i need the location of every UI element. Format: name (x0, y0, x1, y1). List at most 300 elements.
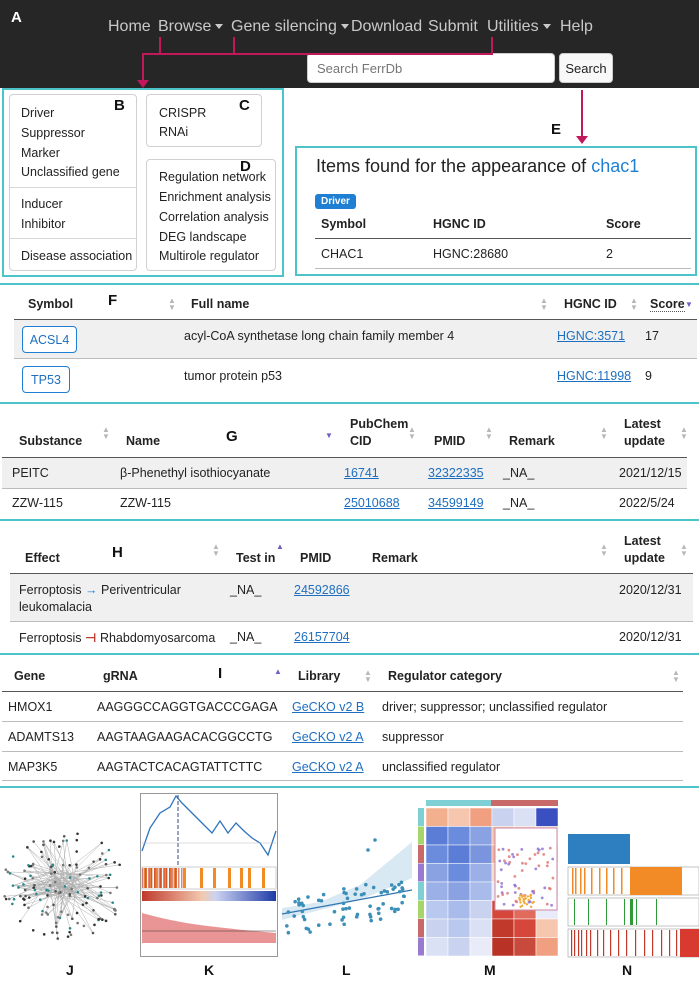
pmid-link[interactable]: 34599149 (428, 496, 484, 510)
volcano-point (542, 853, 545, 856)
nav-submit[interactable]: Submit (428, 18, 478, 35)
heatmap-cell (470, 864, 492, 883)
volcano-point (514, 891, 517, 894)
cell-hgnc-id: HGNC:28680 (433, 247, 509, 261)
hit-mark (169, 868, 171, 888)
network-node (19, 920, 22, 923)
track-tick (661, 930, 662, 956)
table-divider (14, 358, 697, 359)
search-query: chac1 (591, 156, 640, 176)
pubchem-link[interactable]: 25010688 (344, 496, 400, 510)
volcano-point (532, 901, 534, 903)
scatter-point (396, 907, 400, 911)
network-node (55, 925, 58, 928)
table-divider (10, 621, 693, 622)
menu-item-rnai[interactable]: RNAi (159, 125, 189, 139)
col-remark[interactable]: Remark (372, 551, 418, 565)
connector-line (491, 37, 493, 54)
track-tick (572, 868, 574, 894)
network-node (101, 852, 104, 855)
volcano-point (541, 848, 544, 851)
network-node (76, 912, 79, 915)
network-node (24, 895, 27, 898)
nav-home[interactable]: Home (108, 18, 151, 35)
col-test-in[interactable]: Test in (236, 551, 276, 565)
heatmap-cell (448, 864, 470, 883)
network-node (96, 897, 99, 900)
volcano-point (508, 855, 511, 858)
network-node (100, 842, 103, 845)
hit-mark (240, 868, 243, 888)
network-node (23, 869, 26, 872)
cell-category: unclassified regulator (382, 760, 501, 774)
col-hgnc-id[interactable]: HGNC ID (564, 297, 617, 311)
heatmap-cell (448, 901, 470, 920)
sort-icon[interactable]: ▲ ▼ (680, 542, 688, 558)
hit-mark (154, 868, 156, 888)
scatter-point (292, 914, 296, 918)
library-link[interactable]: GeCKO v2 A (292, 730, 364, 744)
nav-help[interactable]: Help (560, 18, 593, 35)
cell-remark: _NA_ (503, 496, 535, 510)
network-node (68, 864, 71, 867)
track-tick (581, 930, 582, 956)
nav-gene-silencing[interactable] (231, 18, 349, 36)
scatter-point (353, 892, 357, 896)
hit-mark (228, 868, 231, 888)
network-node (52, 904, 55, 907)
scatter-point (390, 883, 394, 887)
volcano-point (500, 882, 503, 885)
row-annotation (418, 882, 424, 900)
gene-button-tp53[interactable]: TP53 (22, 366, 70, 393)
hit-track (142, 867, 276, 889)
network-node (46, 894, 49, 897)
network-node (50, 866, 53, 869)
track-tick (610, 930, 611, 956)
track-tick (669, 930, 670, 956)
volcano-point (537, 864, 540, 867)
network-node (41, 856, 44, 859)
heatmap-cell (470, 882, 492, 901)
hit-mark (213, 868, 216, 888)
col-remark[interactable]: Remark (509, 434, 555, 448)
scatter-point (368, 913, 372, 917)
network-node (87, 897, 90, 900)
network-node (68, 931, 71, 934)
track-tick (588, 899, 589, 925)
hit-mark (142, 868, 144, 888)
nav-gene-silencing-label: Gene silencing (231, 18, 337, 35)
scatter-point (355, 915, 359, 919)
track-bar (630, 867, 682, 895)
network-node (47, 889, 50, 892)
track-tick (584, 868, 586, 894)
cell-gene: ADAMTS13 (8, 730, 74, 744)
cell-effect-cont: leukomalacia (19, 600, 92, 614)
menu-item-inhibitor[interactable]: Inhibitor (21, 217, 66, 231)
network-node (5, 898, 8, 901)
menu-item-regulation-network[interactable]: Regulation network (159, 170, 267, 184)
library-link[interactable]: GeCKO v2 B (292, 700, 365, 714)
col-latest[interactable]: Latest (624, 417, 661, 431)
cell-test-in: _NA_ (230, 583, 262, 597)
network-node (99, 858, 102, 861)
volcano-point (534, 853, 537, 856)
heatmap-cell (448, 938, 470, 957)
effect-source: Ferroptosis (19, 583, 82, 597)
sort-icon[interactable]: ▲ ▼ (600, 425, 608, 441)
panel-label-k: K (204, 962, 215, 978)
network-edge (54, 882, 93, 933)
volcano-point (551, 858, 554, 861)
volcano-point (507, 849, 510, 852)
pubchem-link[interactable]: 16741 (344, 466, 379, 480)
network-node (118, 863, 121, 866)
cell-gene: HMOX1 (8, 700, 53, 714)
hit-mark (178, 868, 180, 888)
cell-symbol: CHAC1 (321, 247, 364, 261)
network-node (68, 893, 71, 896)
network-node (41, 913, 44, 916)
network-node (100, 891, 103, 894)
hit-mark (145, 868, 147, 888)
network-node (82, 903, 85, 906)
col-update[interactable]: update (624, 551, 665, 565)
sort-icon[interactable]: ▲ ▼ (630, 296, 638, 312)
col-name[interactable]: Name (126, 434, 161, 448)
network-node (45, 911, 48, 914)
network-node (65, 839, 68, 842)
table-row (10, 574, 693, 621)
row-annotation (418, 938, 424, 956)
table-divider (2, 780, 683, 781)
network-node (53, 871, 56, 874)
scatter-point (306, 895, 310, 899)
menu-item-enrichment-analysis[interactable]: Enrichment analysis (159, 190, 271, 204)
volcano-point (549, 888, 552, 891)
menu-item-unclassified[interactable]: Unclassified gene (21, 165, 120, 179)
cell-category: driver; suppressor; unclassified regulator (382, 700, 608, 714)
menu-item-correlation-analysis[interactable]: Correlation analysis (159, 210, 269, 224)
volcano-point (501, 891, 504, 894)
volcano-point (518, 887, 521, 890)
scatter-point (317, 923, 321, 927)
cell-score: 2 (606, 247, 613, 261)
volcano-point (520, 848, 523, 851)
heatmap-cell (470, 919, 492, 938)
scatter-point (328, 922, 332, 926)
sort-desc-icon[interactable]: ▼ (325, 431, 333, 440)
network-node (32, 863, 35, 866)
cell-update: 2020/12/31 (619, 630, 682, 644)
table-divider (2, 488, 687, 489)
heatmap-cell (448, 845, 470, 864)
scatter-point (372, 886, 376, 890)
heatmap-cell (426, 827, 448, 846)
heatmap-cell (426, 919, 448, 938)
col-update[interactable]: update (624, 434, 665, 448)
hgnc-link[interactable]: HGNC:11998 (557, 369, 632, 383)
cell-effect (19, 630, 215, 645)
network-node (19, 895, 22, 898)
volcano-point (531, 890, 534, 893)
panel-label-i: I (218, 665, 223, 682)
col-library[interactable]: Library (298, 669, 341, 683)
search-button[interactable]: Search (559, 53, 613, 83)
network-node (104, 859, 107, 862)
network-node (51, 931, 54, 934)
network-node (88, 877, 91, 880)
heatmap-cell (426, 938, 448, 957)
connector-line (142, 53, 144, 83)
menu-item-marker[interactable]: Marker (21, 146, 60, 160)
scatter-point (364, 883, 368, 887)
heatmap-cell (448, 919, 470, 938)
network-node (86, 887, 89, 890)
network-edge (67, 843, 102, 870)
network-node (69, 876, 72, 879)
col-full-name[interactable]: Full name (191, 297, 250, 311)
col-score: Score (606, 217, 641, 231)
col-score[interactable]: Score (650, 297, 685, 311)
scatter-point (366, 848, 370, 852)
network-node (50, 872, 53, 875)
sort-icon[interactable]: ▲ ▼ (680, 425, 688, 441)
network-node (23, 898, 26, 901)
col-gene[interactable]: Gene (14, 669, 46, 683)
cell-name: β-Phenethyl isothiocyanate (120, 466, 271, 480)
network-node (58, 892, 61, 895)
volcano-point (519, 898, 521, 900)
track-bar (568, 834, 630, 864)
network-node (55, 922, 58, 925)
track-tick (618, 930, 619, 956)
panel-label-d: D (240, 158, 251, 175)
search-input[interactable] (307, 53, 555, 83)
volcano-point (546, 861, 549, 864)
col-symbol[interactable]: Symbol (28, 297, 74, 311)
heatmap-cell (426, 864, 448, 883)
nav-browse[interactable] (158, 18, 223, 36)
heatmap-cell (470, 901, 492, 920)
track-tick (624, 899, 625, 925)
col-regulator-category[interactable]: Regulator category (388, 669, 502, 683)
network-node (40, 851, 43, 854)
menu-item-disease-association[interactable]: Disease association (21, 249, 133, 263)
track-tick (591, 868, 593, 894)
network-node (75, 839, 78, 842)
col-cid[interactable]: CID (350, 434, 372, 448)
row-annotation (418, 808, 424, 826)
hit-mark (183, 868, 186, 888)
nav-utilities[interactable] (487, 18, 551, 36)
network-node (67, 935, 70, 938)
gene-button-acsl4[interactable]: ACSL4 (22, 326, 77, 353)
pmid-link[interactable]: 24592866 (294, 583, 350, 597)
scatter-point (342, 902, 346, 906)
track-tick (575, 868, 577, 894)
heatmap-cell (426, 845, 448, 864)
menu-item-multirole-regulator[interactable]: Multirole regulator (159, 249, 260, 263)
network-node (83, 925, 86, 928)
chevron-down-icon (215, 24, 223, 29)
col-latest[interactable]: Latest (624, 534, 661, 548)
scatter-point (376, 907, 380, 911)
col-pmid[interactable]: PMID (434, 434, 466, 448)
cell-substance: ZZW-115 (12, 496, 63, 510)
cell-grna: AAGTACTCACAGTATTCTTC (97, 760, 263, 774)
network-node (54, 890, 57, 893)
section-divider (0, 786, 699, 788)
track-tick (652, 930, 653, 956)
cell-effect (19, 583, 181, 597)
scatter-point (400, 886, 404, 890)
network-node (33, 884, 36, 887)
network-node (41, 910, 44, 913)
volcano-point (514, 885, 517, 888)
network-node (43, 933, 46, 936)
menu-item-suppressor[interactable]: Suppressor (21, 126, 85, 140)
sort-icon[interactable]: ▲ ▼ (485, 425, 493, 441)
network-node (53, 841, 56, 844)
scatter-point (322, 893, 326, 897)
col-substance[interactable]: Substance (19, 434, 83, 448)
network-node (71, 917, 74, 920)
network-node (12, 855, 15, 858)
track-tick (574, 930, 575, 956)
volcano-point (503, 903, 506, 906)
sort-icon[interactable]: ▲ ▼ (102, 425, 110, 441)
sort-icon[interactable]: ▲ ▼ (408, 425, 416, 441)
network-node (42, 840, 45, 843)
scatter-point (379, 891, 383, 895)
volcano-point (512, 855, 515, 858)
network-node (113, 908, 116, 911)
network-node (85, 902, 88, 905)
volcano-point (500, 868, 503, 871)
network-node (13, 898, 16, 901)
network-node (64, 885, 67, 888)
sort-icon[interactable]: ▲ ▼ (168, 296, 176, 312)
scatter-point (379, 917, 383, 921)
connector-line (581, 90, 583, 137)
sort-icon[interactable]: ▲ ▼ (212, 542, 220, 558)
volcano-point (552, 877, 555, 880)
connector-line (159, 53, 493, 55)
pmid-link[interactable]: 26157704 (294, 630, 350, 644)
hit-mark (172, 868, 174, 888)
col-hgnc-id: HGNC ID (433, 217, 486, 231)
network-node (27, 906, 30, 909)
cell-update: 2020/12/31 (619, 583, 682, 597)
volcano-point (521, 862, 524, 865)
network-node (109, 873, 112, 876)
track-tick (574, 899, 575, 925)
nav-download[interactable]: Download (351, 18, 423, 35)
volcano-point (546, 864, 549, 867)
network-node (76, 832, 79, 835)
col-grna[interactable]: gRNA (103, 669, 138, 683)
network-node (32, 840, 35, 843)
chevron-down-icon (341, 24, 349, 29)
heatmap-cell (492, 938, 514, 957)
library-link[interactable]: GeCKO v2 A (292, 760, 364, 774)
hgnc-link[interactable]: HGNC:3571 (557, 329, 626, 343)
network-edge (74, 865, 120, 872)
section-divider (0, 653, 699, 655)
network-node (35, 893, 38, 896)
pmid-link[interactable]: 32322335 (428, 466, 484, 480)
volcano-point (538, 849, 541, 852)
panel-label-h: H (112, 544, 123, 561)
section-divider (0, 283, 699, 285)
network-node (27, 864, 30, 867)
col-pubchem[interactable]: PubChem (350, 417, 409, 431)
hit-mark (200, 868, 203, 888)
hit-mark (157, 868, 159, 888)
heatmap-cell (470, 938, 492, 957)
menu-item-driver[interactable]: Driver (21, 106, 55, 120)
sort-icon[interactable]: ▲ ▼ (600, 542, 608, 558)
scatter-point (342, 922, 346, 926)
network-node (108, 849, 111, 852)
heatmap-cell (448, 808, 470, 827)
cell-full-name: tumor protein p53 (184, 369, 282, 383)
cell-grna: AAGTAAGAAGACACGGCCTG (97, 730, 273, 744)
browse-dropdown (9, 94, 137, 271)
volcano-point (512, 904, 515, 907)
track-frame (568, 898, 699, 926)
network-node (3, 895, 6, 898)
panel-label-f: F (108, 292, 118, 309)
col-effect[interactable]: Effect (25, 551, 60, 565)
network-node (49, 839, 52, 842)
effect-source: Ferroptosis (19, 631, 82, 645)
col-symbol: Symbol (321, 217, 367, 231)
network-node (23, 904, 26, 907)
col-pmid[interactable]: PMID (300, 551, 332, 565)
track-tick (606, 868, 608, 894)
heatmap-cell (492, 919, 514, 938)
heatmap-cell (536, 919, 558, 938)
induces-arrow-icon: → (85, 583, 98, 597)
sort-desc-icon[interactable]: ▼ (685, 300, 693, 309)
network-node (92, 909, 95, 912)
scatter-point (342, 887, 346, 891)
network-node (24, 877, 27, 880)
sort-icon[interactable]: ▲ ▼ (540, 296, 548, 312)
nav-utilities-label: Utilities (487, 18, 539, 35)
volcano-point (497, 880, 500, 883)
track-tick (636, 899, 637, 925)
track-tick (586, 930, 587, 956)
sort-asc-icon[interactable]: ▲ (274, 667, 282, 676)
sort-icon[interactable]: ▲ ▼ (672, 668, 680, 684)
network-node (79, 873, 82, 876)
volcano-point (513, 875, 516, 878)
menu-item-deg-landscape[interactable]: DEG landscape (159, 230, 247, 244)
network-node (49, 884, 52, 887)
network-node (54, 881, 57, 884)
network-node (100, 894, 103, 897)
menu-item-inducer[interactable]: Inducer (21, 197, 63, 211)
sort-asc-icon[interactable]: ▲ (276, 542, 284, 551)
network-node (9, 872, 12, 875)
search-result-heading (316, 156, 639, 177)
sort-icon[interactable]: ▲ ▼ (364, 668, 372, 684)
menu-item-crispr[interactable]: CRISPR (159, 106, 207, 120)
